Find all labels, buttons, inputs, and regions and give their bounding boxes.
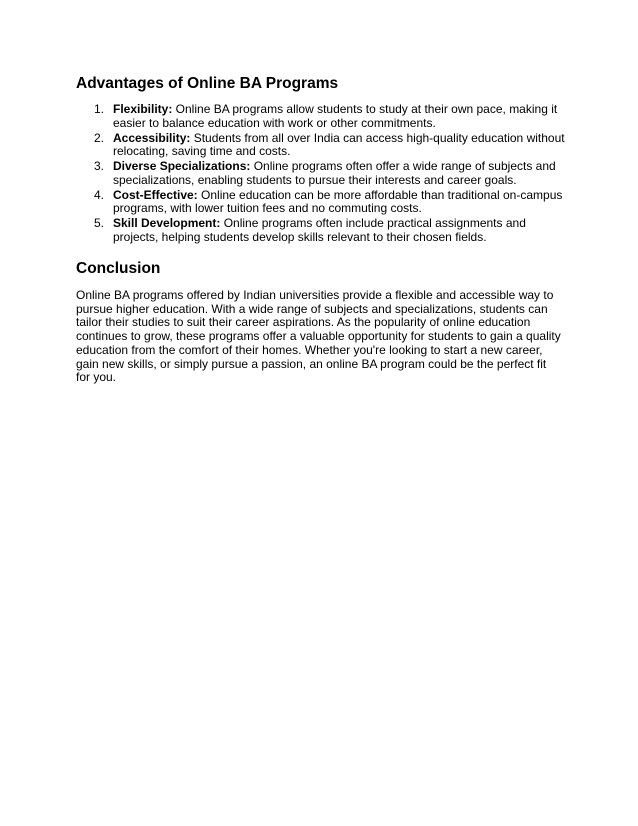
list-item-text: Online BA programs allow students to study at their own pace, making it easier to balance education with work or other commitments. bbox=[113, 102, 558, 130]
list-item-number: 2. bbox=[94, 130, 105, 145]
list-item-term: Cost-Effective: bbox=[113, 187, 198, 202]
list-item bbox=[76, 189, 566, 216]
list-item-text: Online programs often offer a wide range of subjects and specializations, enabling students to pursue their interests and career goals. bbox=[113, 159, 556, 187]
advantages-list bbox=[76, 103, 566, 244]
list-item-text: Online programs often include practical assignments and projects, helping students develop skills relevant to their chosen fields. bbox=[113, 216, 526, 244]
list-item-number: 5. bbox=[94, 216, 105, 230]
list-item bbox=[76, 217, 566, 244]
list-item bbox=[76, 132, 566, 159]
conclusion-paragraph: Online BA programs offered by Indian universities provide a flexible and accessible way to pursue higher education. With a wide range of subjects and specializations, students can tailor their studies to suit their career aspirations. As the popularity of online education continues to grow, these programs offer a valuable opportunity for students to gain a quality education from the comfort of their homes. Whether you're looking to start a new career, gain new skills, or simply pursue a passion, an online BA program could be the perfect fit for you. bbox=[76, 288, 561, 385]
list-item bbox=[76, 160, 566, 187]
document-page bbox=[76, 74, 566, 385]
list-item-number: 1. bbox=[94, 102, 105, 116]
list-item-number: 4. bbox=[94, 187, 105, 202]
conclusion-heading: Conclusion bbox=[76, 260, 161, 277]
list-item-text: Online education can be more affordable than traditional on-campus programs, with lower tuition fees and no commuting costs. bbox=[113, 187, 563, 215]
list-item-number: 3. bbox=[94, 159, 105, 173]
list-item bbox=[76, 103, 566, 130]
list-item-term: Skill Development: bbox=[113, 216, 221, 230]
advantages-heading: Advantages of Online BA Programs bbox=[76, 75, 339, 92]
list-item-term: Flexibility: bbox=[113, 102, 173, 116]
list-item-term: Accessibility: bbox=[113, 130, 191, 145]
list-item-term: Diverse Specializations: bbox=[113, 159, 251, 173]
list-item-text: Students from all over India can access high-quality education without relocating, saving time and costs. bbox=[113, 130, 565, 158]
